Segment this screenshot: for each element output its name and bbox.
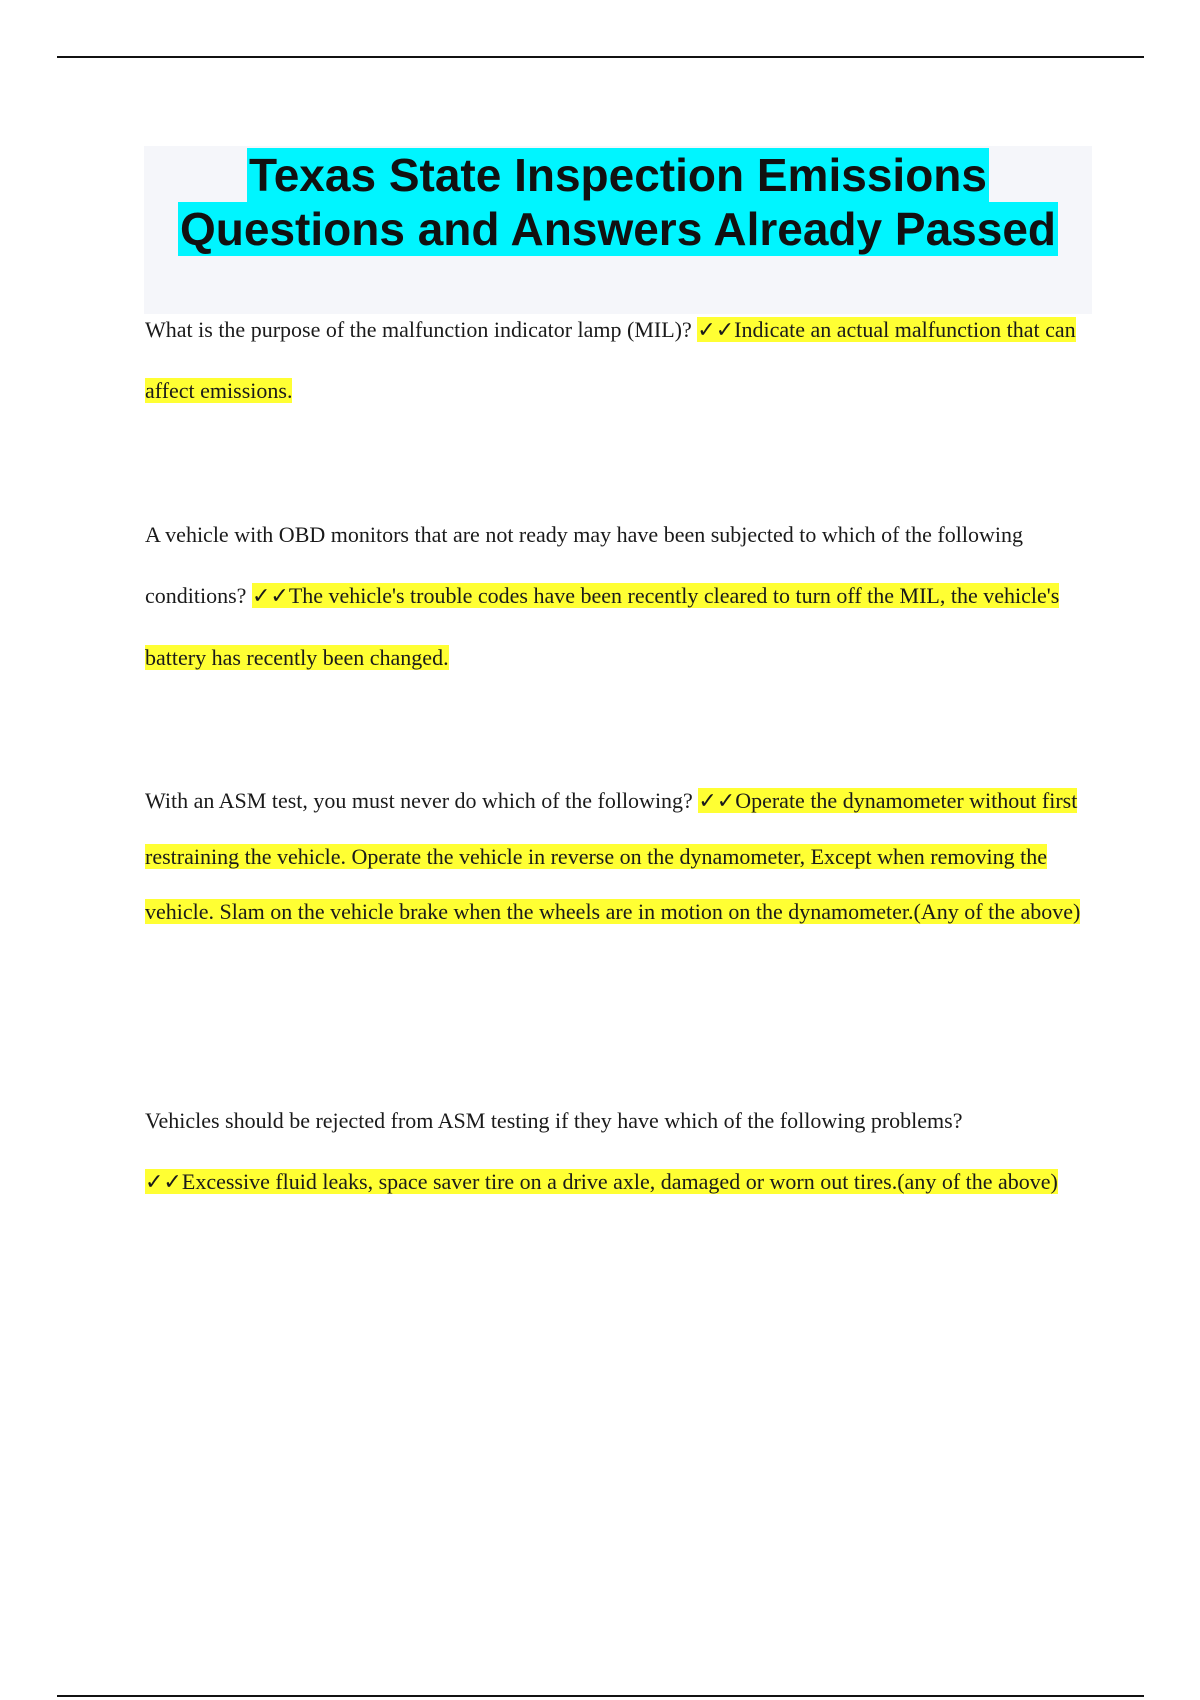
document-title-line-1: Texas State Inspection Emissions (249, 149, 987, 201)
answer-highlight (145, 1169, 1058, 1194)
document-title-line-2: Questions and Answers Already Passed (179, 203, 1057, 255)
answer-highlight (145, 583, 1059, 670)
question-text: A vehicle with OBD monitors that are not ready may have been subjected to which of the following conditions? (145, 522, 1023, 608)
qa-item-4 (145, 1090, 1085, 1213)
qa-item-3 (145, 773, 1085, 939)
answer-text: The vehicle's trouble codes have been recently cleared to turn off the MIL, the vehicle's battery has recently been changed. (145, 583, 1060, 670)
answer-text: Excessive fluid leaks, space saver tire on a drive axle, damaged or worn out tires.(any of the above) (181, 1169, 1058, 1194)
qa-item-1 (145, 300, 1085, 421)
bottom-rule (57, 1695, 1144, 1697)
top-rule (57, 56, 1144, 58)
question-text: With an ASM test, you must never do which of the following? (145, 788, 699, 813)
question-text: What is the purpose of the malfunction indicator lamp (MIL)? (145, 317, 698, 342)
double-check-icon: ✓✓ (251, 584, 289, 609)
answer-text: Operate the dynamometer without first restraining the vehicle. Operate the vehicle in reverse on the dynamometer, Except when removing the vehicle. Slam on the vehicle brake when the wheels are in motion on the dynamometer.(Any of the above) (145, 788, 1081, 924)
double-check-icon: ✓✓ (697, 318, 735, 343)
question-text: Vehicles should be rejected from ASM testing if they have which of the following problems? (145, 1108, 963, 1133)
double-check-icon: ✓✓ (698, 789, 736, 814)
answer-text: Indicate an actual malfunction that can affect emissions. (145, 317, 1076, 403)
double-check-icon: ✓✓ (145, 1170, 182, 1195)
qa-item-2 (145, 504, 1085, 688)
title-block (144, 146, 1092, 314)
